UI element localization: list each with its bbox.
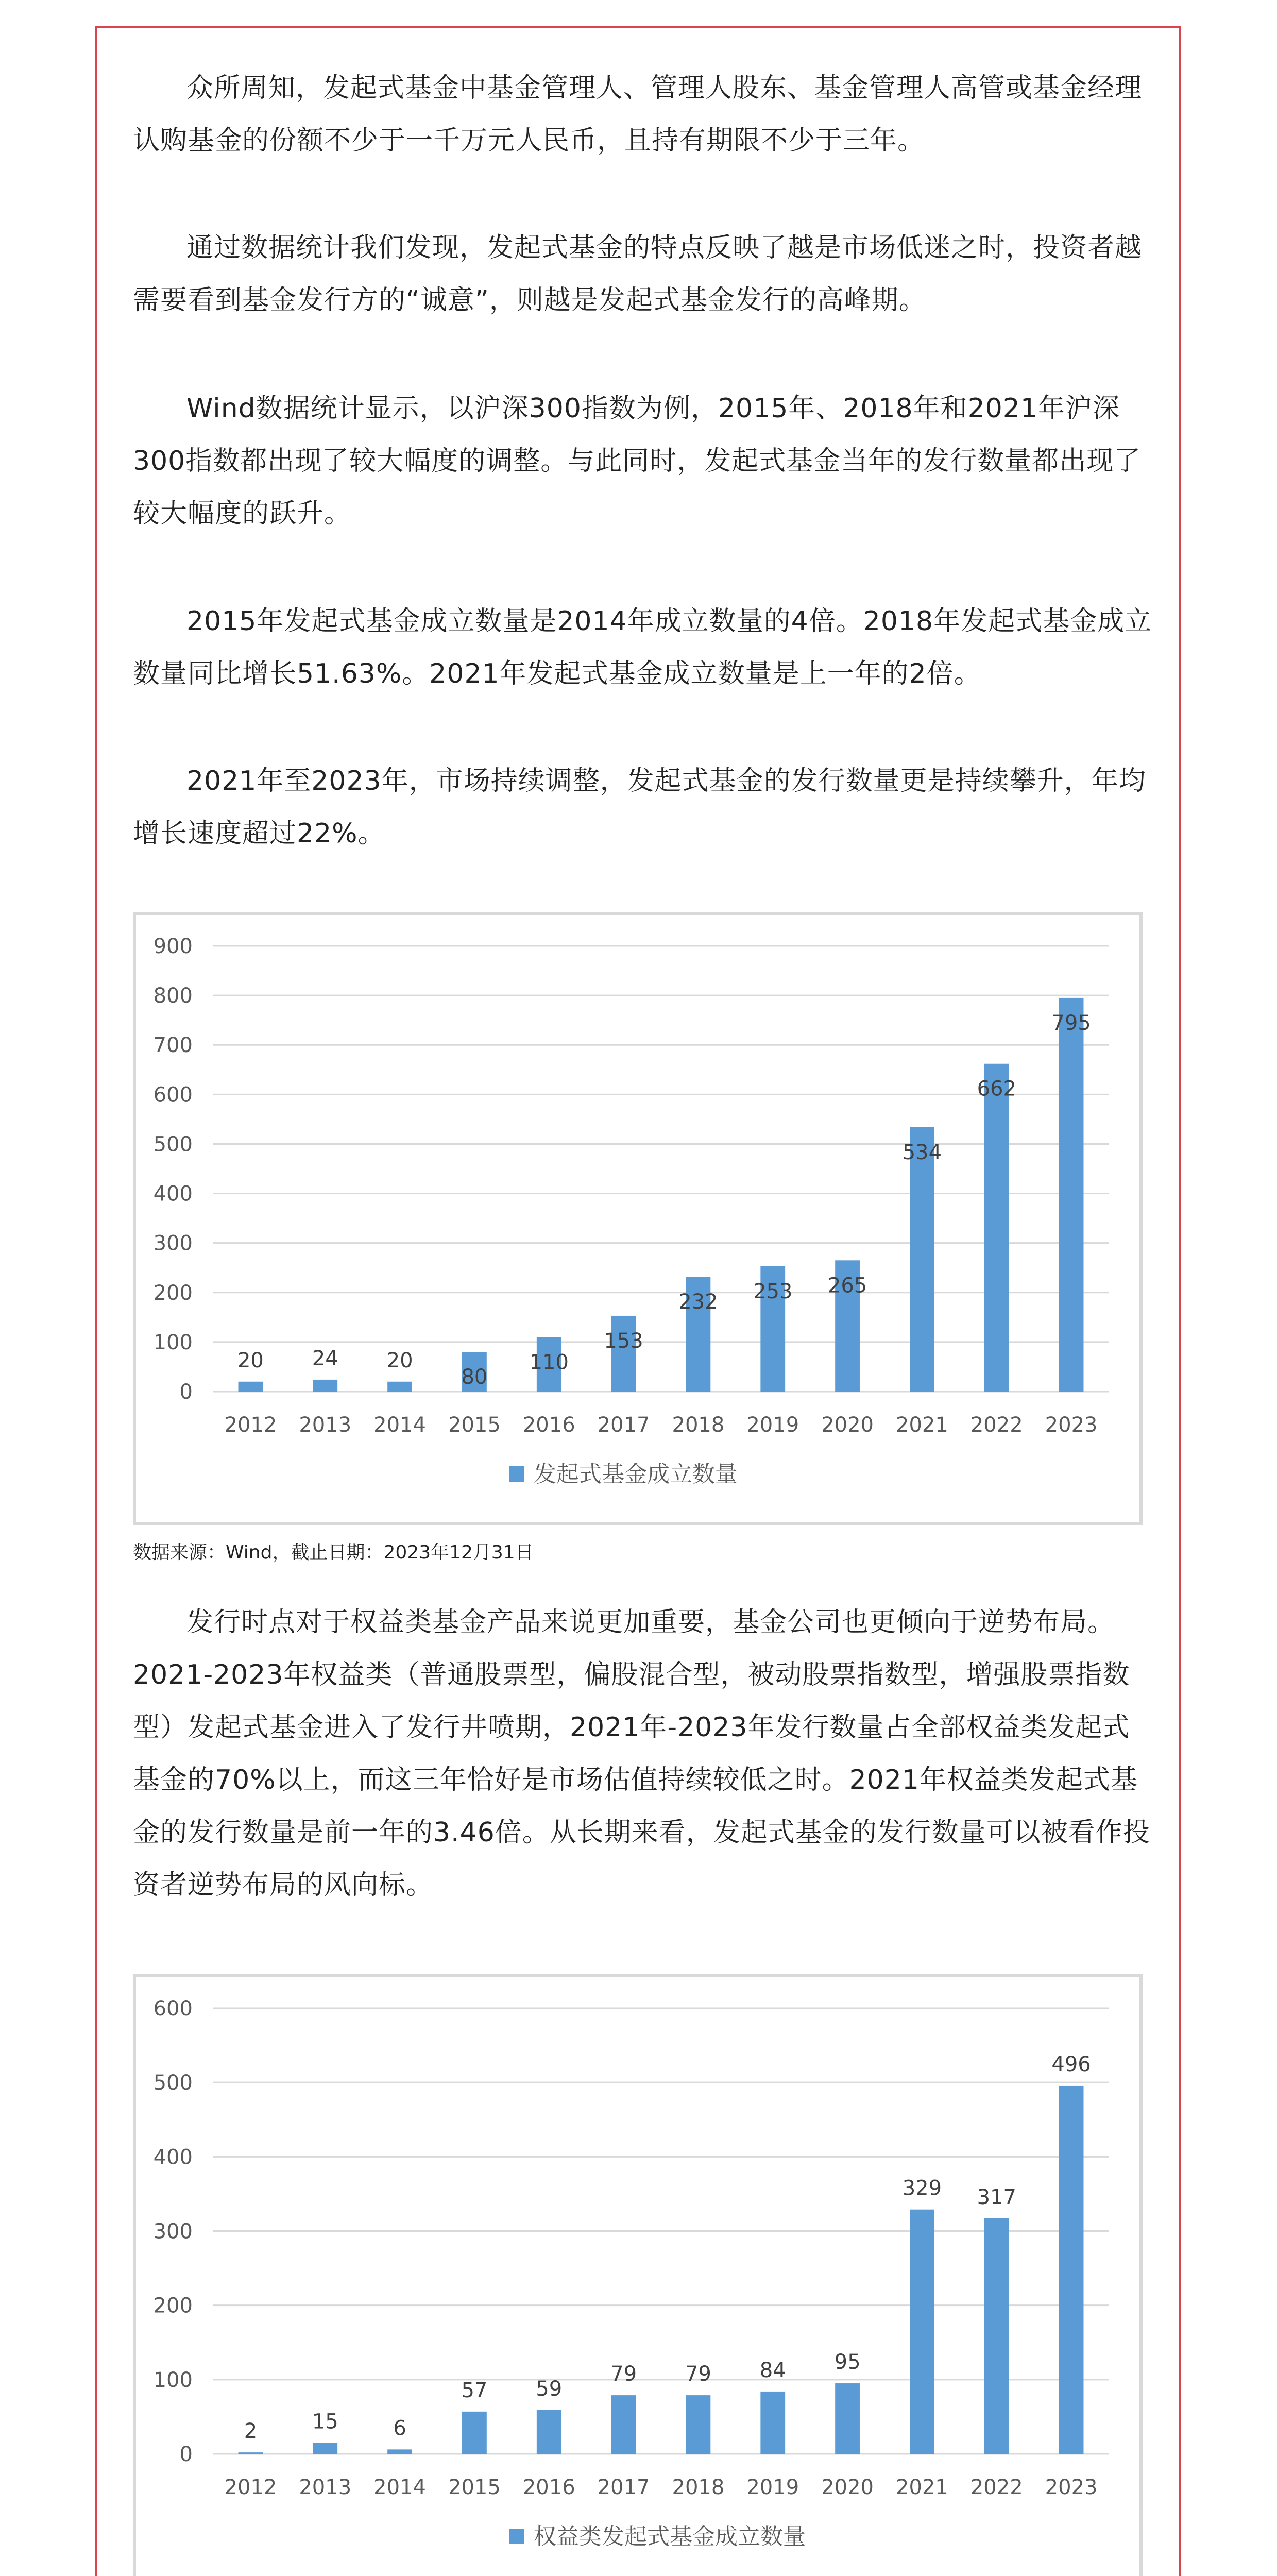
x-tick-label: 2020	[821, 2476, 874, 2499]
y-tick-label: 800	[153, 984, 193, 1008]
bar-2012	[239, 2452, 263, 2454]
bar-2018	[686, 2395, 711, 2454]
y-tick-label: 0	[179, 1380, 193, 1404]
data-label-2021: 534	[902, 1140, 942, 1164]
data-label-2013: 15	[312, 2410, 338, 2434]
data-label-2016: 110	[529, 1350, 569, 1375]
y-tick-label: 600	[153, 1997, 193, 2021]
data-label-2023: 496	[1051, 2052, 1091, 2076]
data-label-2022: 662	[977, 1077, 1016, 1101]
y-tick-label: 200	[153, 1281, 193, 1305]
paragraph-5: 2021年至2023年，市场持续调整，发起式基金的发行数量更是持续攀升，年均增长速度超过22%。	[133, 766, 1146, 849]
data-label-2015: 57	[461, 2378, 488, 2402]
x-tick-label: 2014	[373, 2476, 426, 2499]
x-tick-label: 2020	[821, 1413, 874, 1437]
x-tick-label: 2021	[896, 2476, 948, 2499]
chart-2-svg	[136, 1977, 1139, 2576]
legend-swatch	[509, 1466, 524, 1482]
data-label-2014: 20	[386, 1348, 413, 1372]
bar-2022	[984, 2218, 1009, 2454]
data-label-2018: 232	[678, 1290, 718, 1314]
data-label-2016: 59	[536, 2377, 563, 2401]
y-tick-label: 300	[153, 2219, 193, 2244]
chart-1-container	[133, 912, 1143, 1525]
x-tick-label: 2014	[373, 1413, 426, 1437]
y-tick-label: 400	[153, 1182, 193, 1206]
y-tick-label: 500	[153, 2071, 193, 2095]
bar-2017	[611, 1316, 636, 1392]
bar-2016	[537, 2410, 561, 2454]
bar-2019	[760, 2392, 785, 2454]
data-label-2012: 20	[237, 1348, 264, 1372]
x-tick-label: 2016	[522, 1413, 575, 1437]
x-tick-label: 2012	[224, 2476, 277, 2499]
y-tick-label: 400	[153, 2145, 193, 2170]
bar-2012	[239, 1382, 263, 1392]
data-label-2017: 153	[604, 1329, 643, 1353]
y-tick-label: 100	[153, 1330, 193, 1354]
y-tick-label: 900	[153, 935, 193, 958]
data-label-2022: 317	[977, 2185, 1016, 2209]
y-tick-label: 300	[153, 1231, 193, 1256]
data-label-2014: 6	[393, 2416, 406, 2441]
data-label-2019: 253	[753, 1279, 793, 1303]
x-tick-label: 2021	[896, 1413, 948, 1437]
x-tick-label: 2015	[448, 1413, 501, 1437]
bar-2013	[313, 1380, 337, 1392]
paragraph-6: 发行时点对于权益类基金产品来说更加重要，基金公司也更倾向于逆势布局。2021-2023年权益类（普通股票型，偏股混合型，被动股票指数型，增强股票指数型）发起式基金进入了发行井喷期，2021年-2023年发行数量占全部权益类发起式基金的70%以上，而这三年恰好是市场估值持续较低之时。2021年权益类发起式基金的发行数量是前一年的3.46倍。从长期来看，发起式基金的发行数量可以被看作投资者逆势布局的风向标。	[133, 1607, 1150, 1901]
x-tick-label: 2015	[448, 2476, 501, 2499]
x-tick-label: 2017	[597, 2476, 650, 2499]
legend-label: 权益类发起式基金成立数量	[534, 2523, 806, 2550]
bar-2023	[1059, 998, 1084, 1392]
legend-swatch	[509, 2529, 524, 2544]
paragraph-2: 通过数据统计我们发现，发起式基金的特点反映了越是市场低迷之时，投资者越需要看到基金发行方的“诚意”，则越是发起式基金发行的高峰期。	[133, 232, 1143, 316]
x-tick-label: 2022	[970, 1413, 1023, 1437]
data-label-2020: 265	[827, 1274, 867, 1298]
x-tick-label: 2022	[970, 2476, 1023, 2499]
x-tick-label: 2023	[1045, 2476, 1098, 2499]
y-tick-label: 100	[153, 2368, 193, 2392]
x-tick-label: 2017	[597, 1413, 650, 1437]
bar-2021	[910, 1127, 934, 1392]
legend-label: 发起式基金成立数量	[534, 1461, 738, 1487]
bar-2022	[984, 1064, 1009, 1392]
x-tick-label: 2018	[672, 2476, 725, 2499]
bar-2023	[1059, 2086, 1084, 2454]
y-tick-label: 500	[153, 1132, 193, 1157]
x-tick-label: 2013	[299, 2476, 352, 2499]
x-tick-label: 2019	[746, 1413, 799, 1437]
x-tick-label: 2013	[299, 1413, 352, 1437]
paragraph-1: 众所周知，发起式基金中基金管理人、管理人股东、基金管理人高管或基金经理认购基金的份额不少于一千万元人民币，且持有期限不少于三年。	[133, 73, 1143, 156]
data-label-2018: 79	[685, 2362, 711, 2386]
y-tick-label: 600	[153, 1083, 193, 1107]
x-tick-label: 2023	[1045, 1413, 1098, 1437]
bar-2015	[462, 2412, 487, 2454]
bar-2020	[835, 2383, 860, 2454]
data-label-2021: 329	[902, 2176, 942, 2200]
paragraph-4: 2015年发起式基金成立数量是2014年成立数量的4倍。2018年发起式基金成立数量同比增长51.63%。2021年发起式基金成立数量是上一年的2倍。	[133, 606, 1152, 689]
chart-1-source: 数据来源：Wind，截止日期：2023年12月31日	[133, 1542, 534, 1563]
data-label-2015: 80	[461, 1365, 488, 1389]
x-tick-label: 2012	[224, 1413, 277, 1437]
chart-1-svg	[136, 915, 1139, 1522]
data-label-2020: 95	[834, 2350, 861, 2375]
bar-2013	[313, 2443, 337, 2454]
bar-2017	[611, 2395, 636, 2454]
data-label-2023: 795	[1051, 1011, 1091, 1035]
x-tick-label: 2016	[522, 2476, 575, 2499]
data-label-2019: 84	[759, 2358, 786, 2382]
data-label-2012: 2	[244, 2419, 258, 2444]
chart-2-container	[133, 1974, 1143, 2576]
y-tick-label: 700	[153, 1033, 193, 1058]
bar-2021	[910, 2210, 934, 2454]
paragraph-3: Wind数据统计显示，以沪深300指数为例，2015年、2018年和2021年沪深300指数都出现了较大幅度的调整。与此同时，发起式基金当年的发行数量都出现了较大幅度的跃升。	[133, 393, 1142, 529]
data-label-2013: 24	[312, 1346, 338, 1370]
y-tick-label: 0	[179, 2443, 193, 2466]
bar-2014	[387, 2449, 412, 2454]
y-tick-label: 200	[153, 2294, 193, 2318]
x-tick-label: 2019	[746, 2476, 799, 2499]
x-tick-label: 2018	[672, 1413, 725, 1437]
bar-2014	[387, 1382, 412, 1392]
data-label-2017: 79	[610, 2362, 637, 2386]
